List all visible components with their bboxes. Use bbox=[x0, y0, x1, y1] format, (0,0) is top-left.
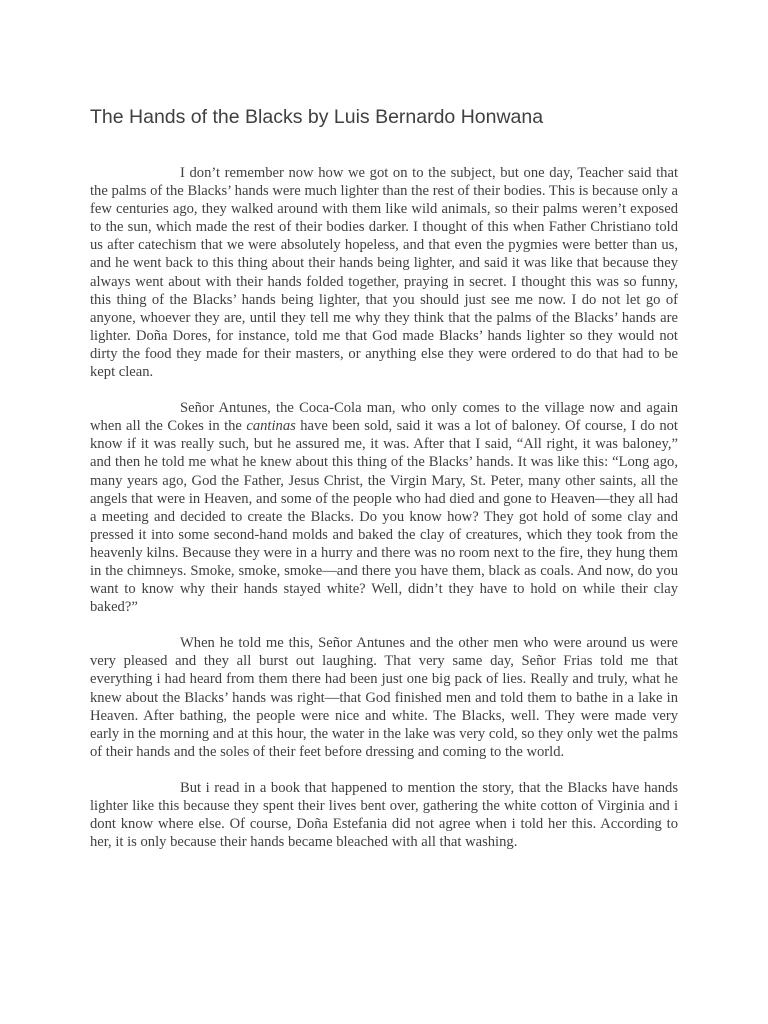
document-body bbox=[90, 164, 678, 869]
paragraph-2-italic-word: cantinas bbox=[246, 418, 296, 435]
paragraph-4: But i read in a book that happened to mention the story, that the Blacks have hands lighter like this because they spent their lives bent over, gathering the white cotton of Virginia and i dont know where else. Of course, Doña Estefania did not agree when i told her this. According to her, it is only because their hands became bleached with all that washing. bbox=[90, 779, 678, 851]
paragraph-2-text-after: have been sold, said it was a lot of baloney. Of course, I do not know if it was really such, but he assured me, it was. After that I said, “All right, it was baloney,” and then he told me what he knew about this thing of the Blacks’ hands. It was like this: “Long ago, many years ago, God the Father, Jesus Christ, the Virgin Mary, St. Peter, many other saints, all the angels that were in Heaven, and some of the people who had died and gone to Heaven—they all had a meeting and decided to create the Blacks. Do you know how? They got hold of some clay and pressed it into some second-hand molds and baked the clay of creatures, which they took from the heavenly kilns. Because they were in a hurry and there was no room next to the fire, they hung them in the chimneys. Smoke, smoke, smoke—and there you have them, black as coals. And now, do you want to know why their hands stayed white? Well, didn’t they have to hold on while their clay baked?” bbox=[90, 418, 678, 616]
paragraph-1: I don’t remember now how we got on to the subject, but one day, Teacher said that the palms of the Blacks’ hands were much lighter than the rest of their bodies. This is because only a few centuries ago, they walked around with them like wild animals, so their palms weren’t exposed to the sun, which made the rest of their bodies darker. I thought of this when Father Christiano told us after catechism that we were absolutely hopeless, and that even the pygmies were better than us, and he went back to this thing about their hands being lighter, and said it was like that because they always went about with their hands folded together, praying in secret. I thought this was so funny, this thing of the Blacks’ hands being lighter, that you should just see me now. I do not let go of anyone, whoever they are, until they tell me why they think that the palms of the Blacks’ hands are lighter. Doña Dores, for instance, told me that God made Blacks’ hands lighter so they would not dirty the food they made for their masters, or anything else they were ordered to do that had to be kept clean. bbox=[90, 165, 678, 381]
paragraph-2-text-before: Señor Antunes, the Coca-Cola man, who only comes to the village now and again when all the Cokes in the bbox=[90, 400, 678, 435]
document-title: The Hands of the Blacks by Luis Bernardo Honwana bbox=[90, 106, 544, 128]
paragraph-3: When he told me this, Señor Antunes and the other men who were around us were very pleased and they all burst out laughing. That very same day, Señor Frias told me that everything i had heard from them there had been just one big pack of lies. Really and truly, what he knew about the Blacks’ hands was right—that God finished men and told them to bathe in a lake in Heaven. After bathing, the people were nice and white. The Blacks, well. They were made very early in the morning and at this hour, the water in the lake was very cold, so they only wet the palms of their hands and the soles of their feet before dressing and coming to the world. bbox=[90, 635, 678, 760]
paragraph-2 bbox=[90, 399, 678, 616]
